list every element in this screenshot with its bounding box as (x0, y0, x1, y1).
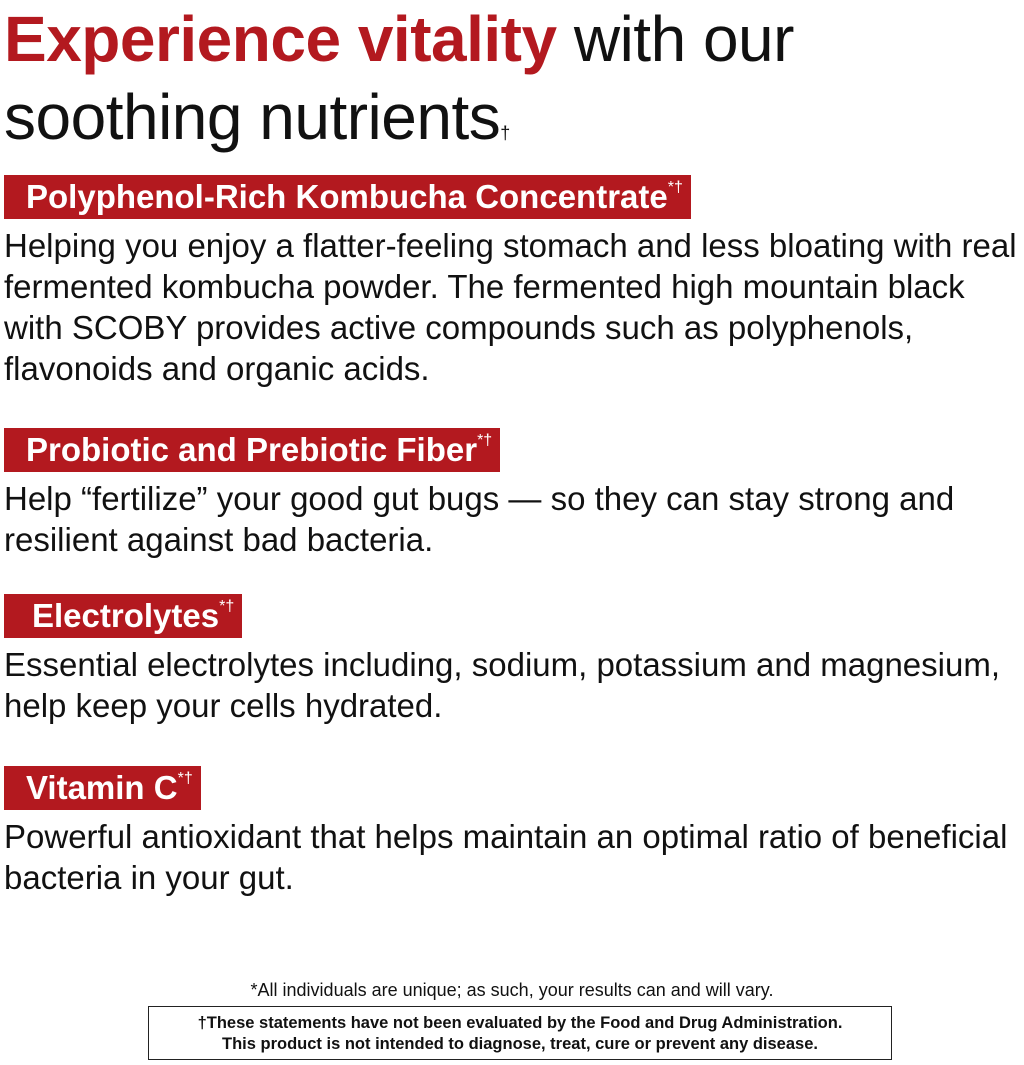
nutrient-mark: *† (177, 770, 193, 787)
headline (4, 0, 1014, 172)
nutrient-section-kombucha (0, 175, 1024, 389)
nutrient-description: Help “fertilize” your good gut bugs — so they can stay strong and resilient against bad bacteria. (4, 480, 955, 558)
nutrient-name: Probiotic and Prebiotic Fiber (26, 431, 478, 468)
nutrient-section-vitamin-c (0, 766, 1024, 898)
nutrient-name: Electrolytes (32, 597, 220, 634)
nutrient-description: Essential electrolytes including, sodium, potassium and magnesium, help keep your cells hydrated. (4, 646, 1000, 724)
headline-rest-line1: with our (556, 3, 794, 75)
results-footnote: *All individuals are unique; as such, your results can and will vary. (250, 980, 774, 1000)
nutrient-badge (4, 175, 691, 219)
nutrient-badge (4, 766, 201, 810)
fda-disclaimer-box (148, 1006, 892, 1060)
nutrient-mark: *† (477, 432, 493, 449)
nutrient-mark: *† (219, 598, 235, 615)
nutrient-name: Polyphenol-Rich Kombucha Concentrate (26, 178, 668, 215)
nutrient-description: Powerful antioxidant that helps maintain an optimal ratio of beneficial bacteria in your gut. (4, 818, 1008, 896)
disclaimer-line-1: †These statements have not been evaluated by the Food and Drug Administration. (197, 1014, 843, 1032)
headline-accent: Experience vitality (4, 3, 557, 75)
nutrient-name: Vitamin C (26, 769, 178, 806)
headline-dagger: † (500, 123, 510, 143)
nutrient-badge (4, 428, 500, 472)
nutrient-description: Helping you enjoy a flatter-feeling stomach and less bloating with real fermented kombucha powder. The fermented high mountain black with SCOBY provides active compounds such as polyphenols, flavonoids and organic acids. (4, 227, 1017, 387)
nutrient-badge (4, 594, 242, 638)
headline-rest-line2: soothing nutrients (4, 81, 501, 153)
nutrient-section-fiber (0, 428, 1024, 560)
nutrient-mark: *† (667, 179, 683, 196)
nutrient-section-electrolytes (0, 594, 1024, 726)
disclaimer-line-2: This product is not intended to diagnose, treat, cure or prevent any disease. (222, 1035, 818, 1053)
